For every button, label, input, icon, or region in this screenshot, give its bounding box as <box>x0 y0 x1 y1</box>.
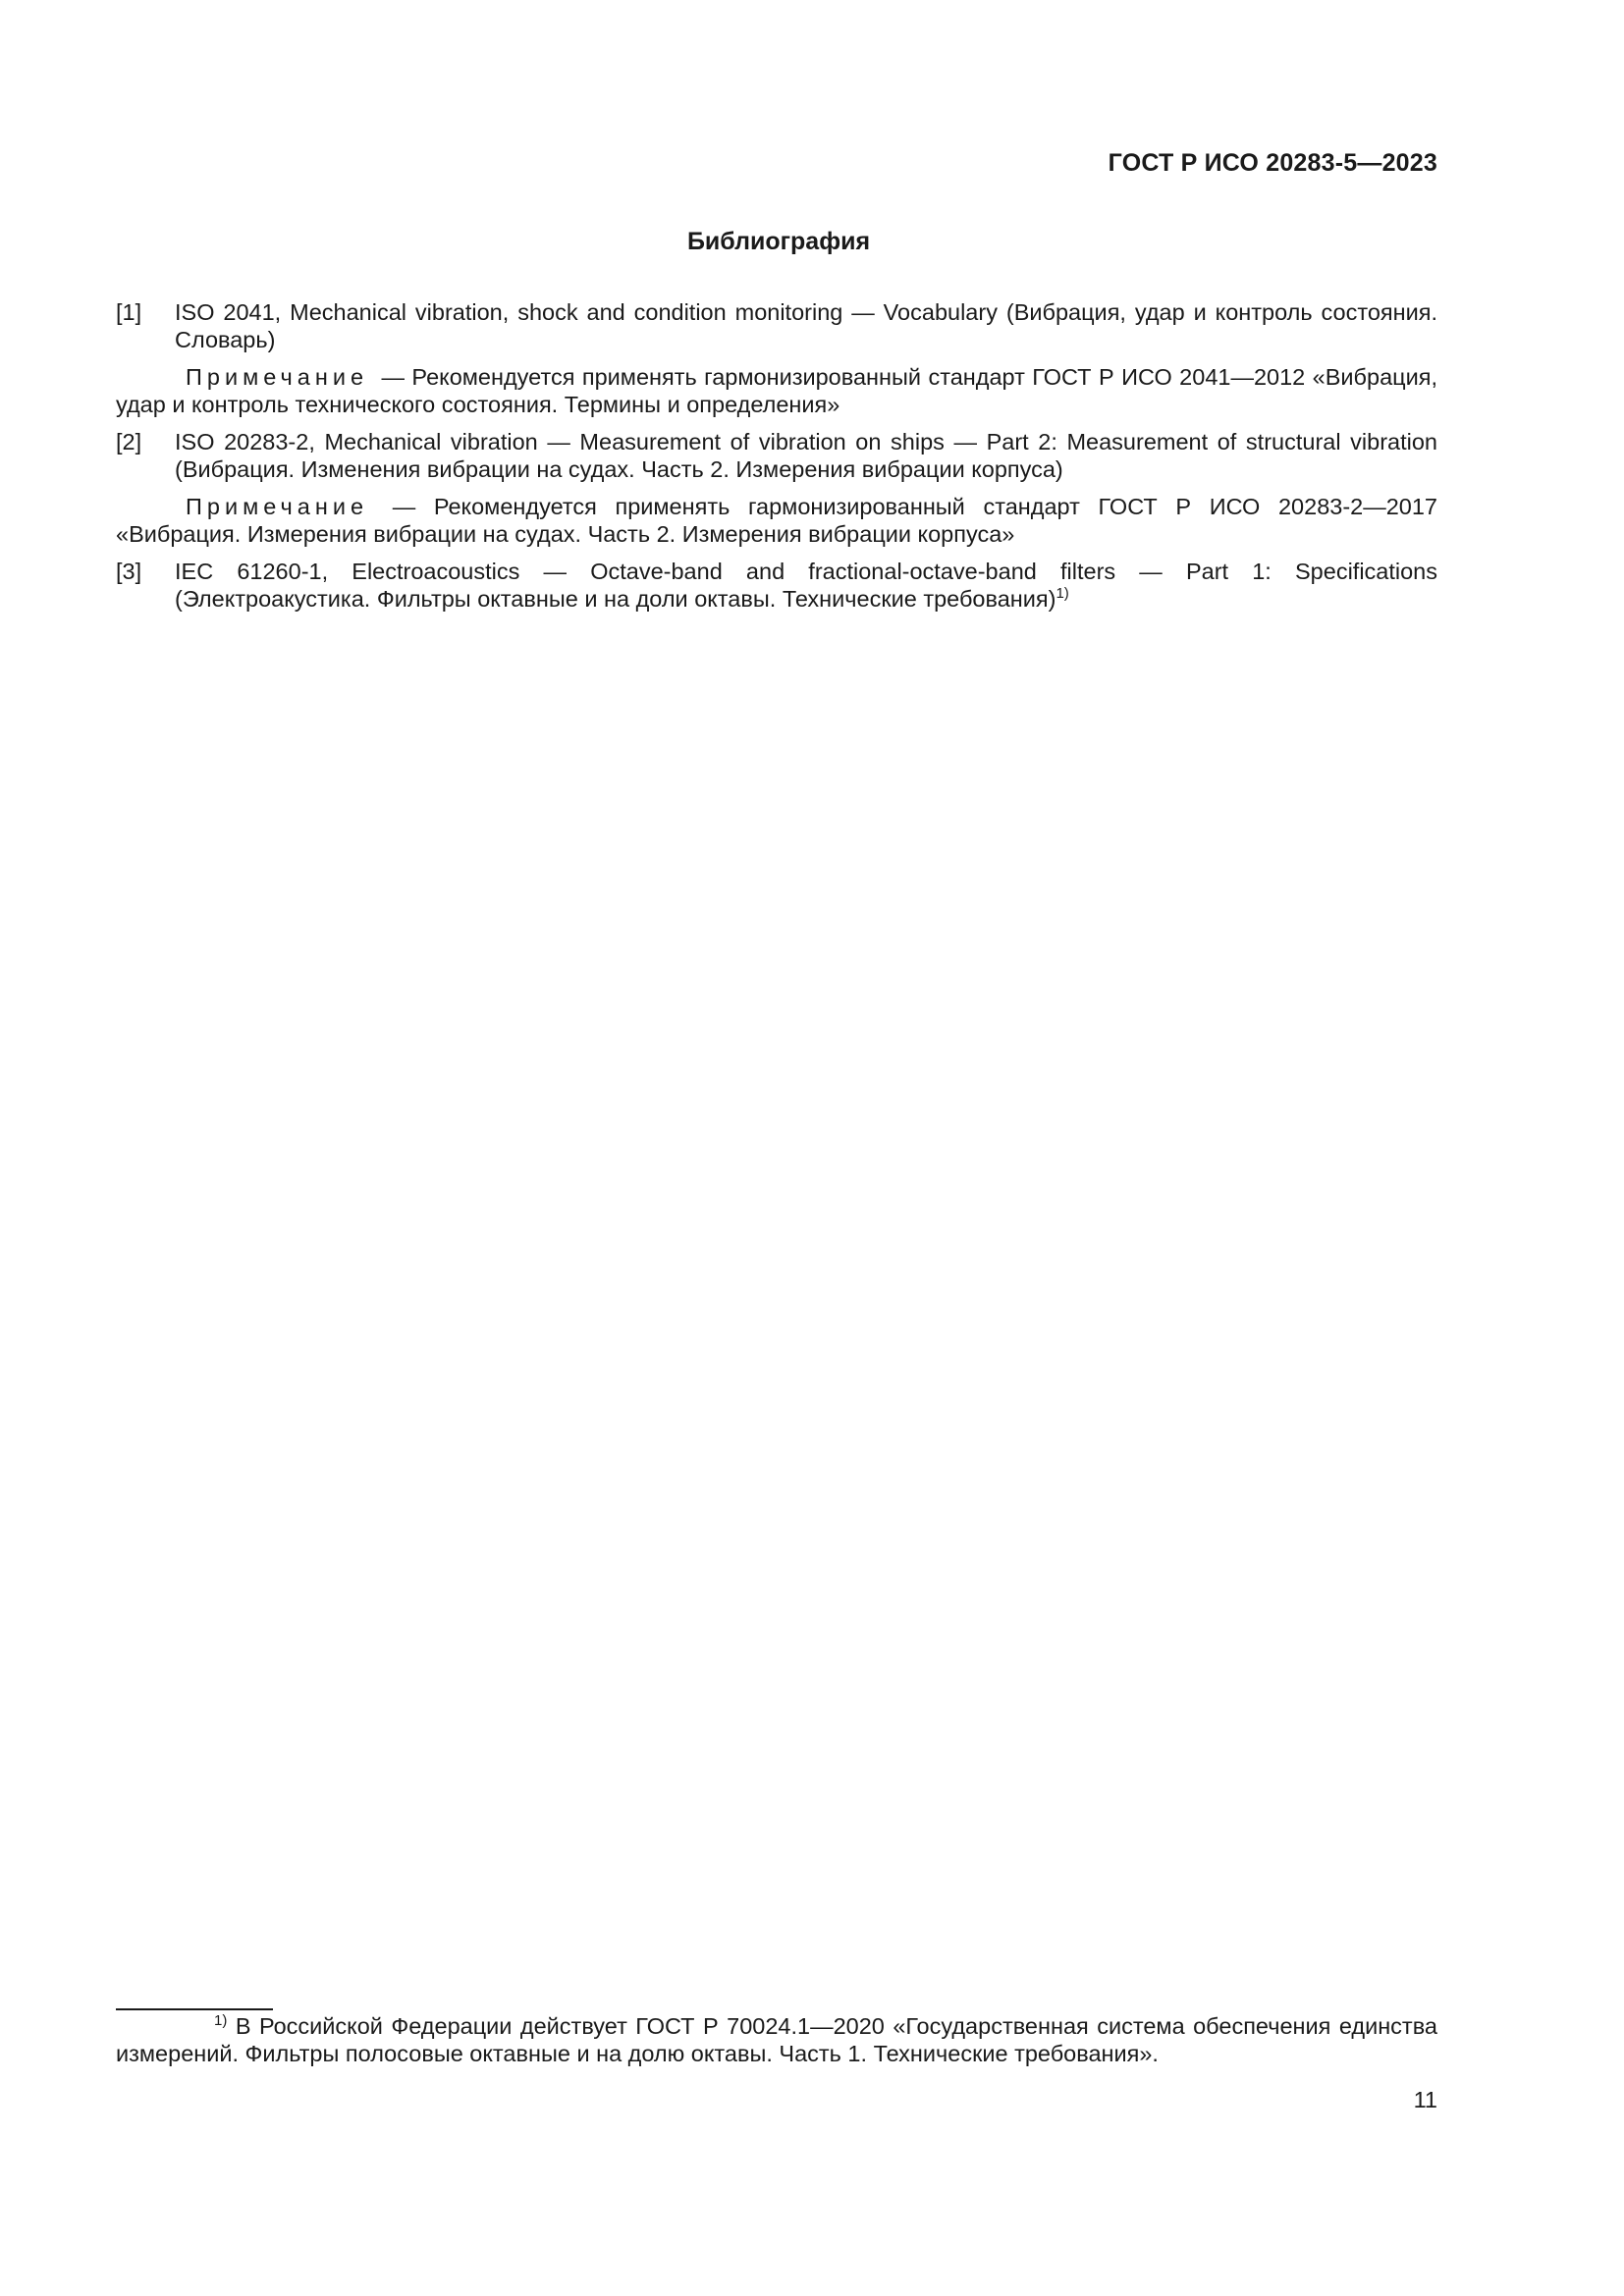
footnote <box>116 2012 1437 2067</box>
reference-item-2 <box>116 428 1437 483</box>
reference-text: ISO 20283-2, Mechanical vibration — Measurement of vibration on ships — Part 2: Measurement of structural vibration (Вибрация. Изменения вибрации на судах. Часть 2. Измерения вибрации корпуса) <box>175 429 1437 482</box>
reference-item-1 <box>116 298 1437 353</box>
section-title: Библиография <box>686 228 871 255</box>
footnote-divider <box>116 2008 273 2010</box>
note-text: — Рекомендуется применять гармонизированный стандарт ГОСТ Р ИСО 20283-2—2017 «Вибрация. Измерения вибрации на судах. Часть 2. Измерения вибрации корпуса» <box>116 494 1438 547</box>
reference-text: IEC 61260-1, Electroacoustics — Octave-band and fractional-octave-band filters — Part 1: Specifications (Электроакустика. Фильтры октавные и на доли октавы. Технические требования) <box>175 559 1437 612</box>
bibliography-list <box>116 298 1437 622</box>
reference-number: [1] <box>116 299 142 325</box>
note-label: Примечание <box>186 494 369 519</box>
reference-note-2 <box>116 493 1437 548</box>
reference-note-1 <box>116 363 1437 418</box>
note-text: — Рекомендуется применять гармонизированный стандарт ГОСТ Р ИСО 2041—2012 «Вибрация, удар и контроль технического состояния. Термины и определения» <box>116 364 1437 417</box>
reference-number: [2] <box>116 429 142 454</box>
document-code: ГОСТ Р ИСО 20283-5—2023 <box>1108 149 1437 177</box>
footnote-reference-mark[interactable]: 1) <box>1056 585 1069 602</box>
page-number: 11 <box>1413 2087 1437 2112</box>
reference-text: ISO 2041, Mechanical vibration, shock and condition monitoring — Vocabulary (Вибрация, удар и контроль состояния. Словарь) <box>175 299 1437 352</box>
footnote-text: В Российской Федерации действует ГОСТ Р 70024.1—2020 «Государственная система обеспечения единства измерений. Фильтры полосовые октавные и на долю октавы. Часть 1. Технические требования». <box>116 2013 1437 2066</box>
reference-number: [3] <box>116 559 142 584</box>
note-label: Примечание <box>186 364 369 390</box>
footnote-marker: 1) <box>214 2012 228 2029</box>
reference-item-3 <box>116 558 1437 613</box>
